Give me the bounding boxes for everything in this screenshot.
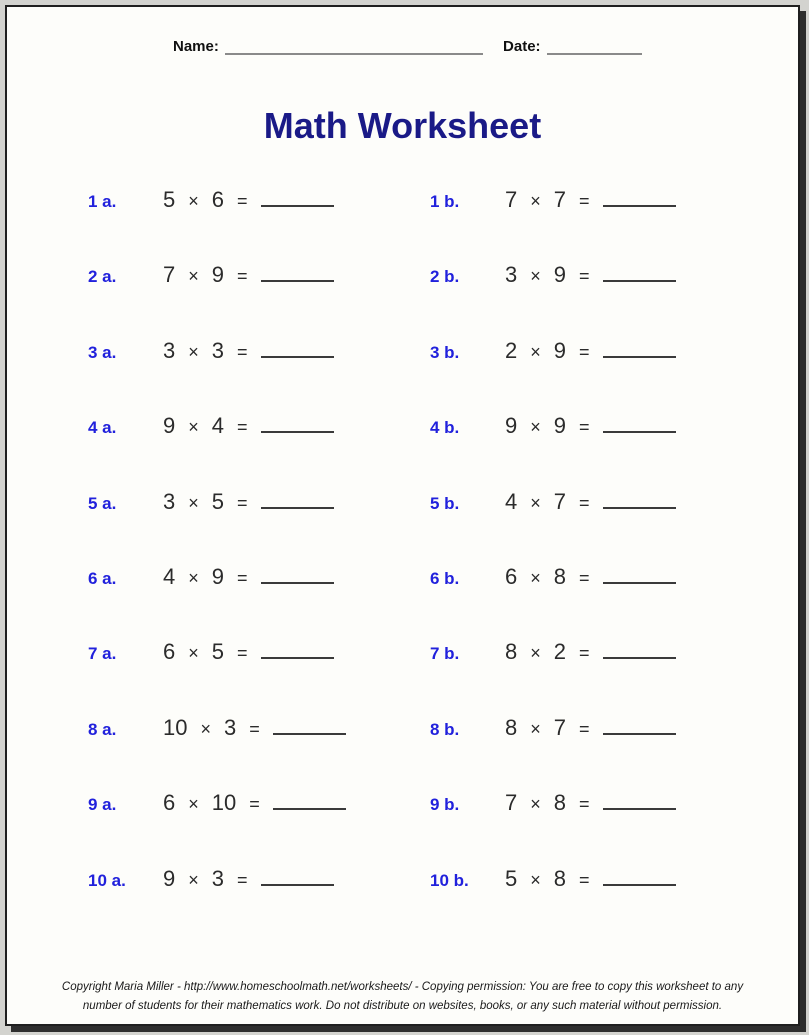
problem-row (88, 413, 788, 488)
answer-blank[interactable] (261, 187, 334, 207)
equals-sign: = (237, 492, 248, 513)
problem-cell-9b (430, 790, 788, 816)
answer-blank[interactable] (603, 489, 676, 509)
factor-2: 3 (211, 865, 225, 891)
factor-1: 6 (163, 639, 176, 665)
problem-label: 2 b. (430, 267, 460, 287)
times-sign: × (188, 492, 199, 513)
answer-blank[interactable] (603, 790, 676, 810)
factor-2: 9 (211, 262, 225, 288)
equals-sign: = (579, 869, 590, 890)
factor-2: 8 (553, 865, 567, 891)
factor-1: 6 (163, 790, 176, 816)
problem-row (88, 639, 788, 714)
problem-cell-1a (88, 187, 430, 213)
problem-expression (505, 187, 676, 213)
answer-blank[interactable] (273, 790, 346, 810)
problem-cell-1b (430, 187, 788, 213)
factor-2: 7 (553, 187, 567, 212)
times-sign: × (530, 794, 541, 815)
date-label: Date: (503, 38, 541, 55)
problem-label: 4 a. (88, 418, 117, 438)
problem-expression (505, 489, 676, 515)
equals-sign: = (579, 191, 590, 211)
problem-label: 10 a. (88, 870, 126, 890)
factor-2: 5 (211, 488, 225, 514)
problem-cell-6a (88, 564, 430, 590)
problem-label: 6 a. (88, 568, 117, 588)
answer-blank[interactable] (603, 338, 676, 358)
date-input-line[interactable] (547, 41, 642, 55)
name-label: Name: (173, 38, 219, 55)
factor-1: 9 (163, 413, 176, 439)
problem-cell-9a (88, 790, 430, 816)
equals-sign: = (237, 643, 248, 664)
equals-sign: = (579, 794, 590, 815)
equals-sign: = (579, 718, 590, 739)
problem-cell-7b (430, 639, 788, 665)
problem-cell-2b (430, 262, 788, 288)
problem-label: 10 b. (430, 870, 469, 890)
factor-2: 7 (553, 488, 567, 514)
factor-1: 3 (163, 488, 176, 514)
answer-blank[interactable] (261, 338, 334, 358)
times-sign: × (530, 492, 541, 513)
factor-2: 6 (211, 187, 225, 212)
equals-sign: = (237, 417, 248, 438)
answer-blank[interactable] (603, 866, 676, 886)
problem-label: 5 b. (430, 493, 460, 513)
times-sign: × (530, 643, 541, 664)
times-sign: × (530, 417, 541, 438)
problem-row (88, 338, 788, 413)
factor-2: 3 (211, 337, 225, 363)
problem-expression (505, 866, 676, 892)
name-input-line[interactable] (225, 41, 483, 55)
factor-1: 6 (505, 563, 518, 589)
problem-cell-4a (88, 413, 430, 439)
problem-cell-2a (88, 262, 430, 288)
times-sign: × (530, 718, 541, 739)
times-sign: × (530, 191, 541, 211)
problem-expression (505, 639, 676, 665)
problem-expression (163, 564, 334, 590)
problem-cell-4b (430, 413, 788, 439)
problem-expression (163, 715, 346, 741)
factor-1: 5 (163, 187, 176, 212)
factor-2: 10 (211, 790, 237, 816)
footer-copyright (7, 978, 798, 1016)
times-sign: × (188, 567, 199, 588)
factor-1: 10 (163, 714, 188, 740)
times-sign: × (188, 191, 199, 211)
factor-2: 7 (553, 714, 567, 740)
answer-blank[interactable] (261, 564, 334, 584)
problem-expression (163, 413, 334, 439)
problem-label: 5 a. (88, 493, 117, 513)
answer-blank[interactable] (261, 866, 334, 886)
problem-cell-8a (88, 715, 430, 741)
footer-line-2: number of students for their mathematics work. Do not distribute on websites, books, or any such material without permission. (82, 1000, 723, 1013)
answer-blank[interactable] (261, 489, 334, 509)
problem-cell-8b (430, 715, 788, 741)
name-date-header (173, 38, 642, 55)
times-sign: × (200, 718, 211, 739)
answer-blank[interactable] (603, 564, 676, 584)
factor-1: 7 (505, 790, 518, 816)
problem-label: 8 b. (430, 719, 460, 739)
factor-1: 7 (505, 187, 518, 212)
equals-sign: = (237, 869, 248, 890)
times-sign: × (530, 869, 541, 890)
page-title: Math Worksheet (263, 105, 542, 146)
times-sign: × (188, 341, 199, 362)
problem-expression (163, 639, 334, 665)
answer-blank[interactable] (261, 639, 334, 659)
equals-sign: = (249, 794, 260, 815)
problem-row (88, 262, 788, 337)
problem-expression (505, 413, 676, 439)
equals-sign: = (237, 567, 248, 588)
problem-expression (163, 187, 334, 213)
worksheet-page (5, 5, 800, 1026)
problem-cell-3b (430, 338, 788, 364)
factor-2: 9 (553, 262, 567, 288)
equals-sign: = (579, 341, 590, 362)
problem-cell-5a (88, 489, 430, 515)
problem-label: 6 b. (430, 568, 460, 588)
equals-sign: = (237, 341, 248, 362)
equals-sign: = (237, 191, 248, 211)
answer-blank[interactable] (261, 262, 334, 282)
factor-2: 2 (553, 639, 567, 665)
answer-blank[interactable] (603, 413, 676, 433)
factor-1: 2 (505, 337, 518, 363)
equals-sign: = (249, 718, 260, 739)
answer-blank[interactable] (273, 715, 346, 735)
factor-1: 8 (505, 639, 518, 665)
equals-sign: = (237, 266, 248, 287)
factor-2: 5 (211, 639, 225, 665)
times-sign: × (188, 794, 199, 815)
problem-label: 7 b. (430, 644, 460, 664)
problem-expression (505, 790, 676, 816)
times-sign: × (188, 266, 199, 287)
footer-line-1: Copyright Maria Miller - http://www.homeschoolmath.net/worksheets/ - Copying permission: You are free to copy this worksheet to any (61, 981, 744, 994)
problem-label: 2 a. (88, 267, 117, 287)
problem-expression (163, 489, 334, 515)
times-sign: × (188, 643, 199, 664)
problem-label: 1 a. (88, 192, 117, 211)
times-sign: × (530, 567, 541, 588)
factor-1: 4 (163, 563, 176, 589)
times-sign: × (530, 266, 541, 287)
factor-1: 4 (505, 488, 518, 514)
problem-cell-5b (430, 489, 788, 515)
problem-label: 3 a. (88, 342, 117, 362)
problem-cell-6b (430, 564, 788, 590)
problem-cell-10b (430, 866, 788, 892)
problem-label: 9 a. (88, 795, 117, 815)
answer-blank[interactable] (603, 262, 676, 282)
factor-1: 5 (505, 865, 518, 891)
problem-cell-7a (88, 639, 430, 665)
factor-2: 9 (553, 413, 567, 439)
problem-row (88, 564, 788, 639)
problem-label: 1 b. (430, 192, 460, 211)
factor-1: 9 (505, 413, 518, 439)
problem-row (88, 489, 788, 564)
equals-sign: = (579, 417, 590, 438)
problem-expression (163, 338, 334, 364)
answer-blank[interactable] (603, 187, 676, 207)
times-sign: × (188, 869, 199, 890)
problem-label: 3 b. (430, 342, 460, 362)
times-sign: × (188, 417, 199, 438)
answer-blank[interactable] (603, 639, 676, 659)
problem-label: 8 a. (88, 719, 117, 739)
equals-sign: = (579, 567, 590, 588)
factor-1: 3 (163, 337, 176, 363)
factor-2: 3 (224, 714, 237, 740)
problem-row (88, 187, 788, 262)
problem-label: 4 b. (430, 418, 460, 438)
problem-cell-10a (88, 866, 430, 892)
problem-row (88, 866, 788, 941)
factor-2: 8 (553, 563, 567, 589)
factor-1: 3 (505, 262, 518, 288)
problem-row (88, 715, 788, 790)
times-sign: × (530, 341, 541, 362)
problem-row (88, 790, 788, 865)
problem-expression (505, 564, 676, 590)
problem-expression (505, 262, 676, 288)
factor-2: 8 (553, 790, 567, 816)
factor-1: 7 (163, 262, 176, 288)
equals-sign: = (579, 266, 590, 287)
answer-blank[interactable] (261, 413, 334, 433)
problem-expression (163, 790, 346, 816)
equals-sign: = (579, 643, 590, 664)
problem-cell-3a (88, 338, 430, 364)
answer-blank[interactable] (603, 715, 676, 735)
problem-expression (505, 338, 676, 364)
problem-label: 7 a. (88, 644, 117, 664)
factor-1: 9 (163, 865, 176, 891)
factor-2: 9 (211, 563, 225, 589)
equals-sign: = (579, 492, 590, 513)
factor-2: 9 (553, 337, 567, 363)
factor-2: 4 (211, 413, 225, 439)
factor-1: 8 (505, 714, 518, 740)
problem-expression (163, 866, 334, 892)
problem-expression (505, 715, 676, 741)
problems-grid (88, 187, 788, 941)
problem-label: 9 b. (430, 795, 460, 815)
problem-expression (163, 262, 334, 288)
